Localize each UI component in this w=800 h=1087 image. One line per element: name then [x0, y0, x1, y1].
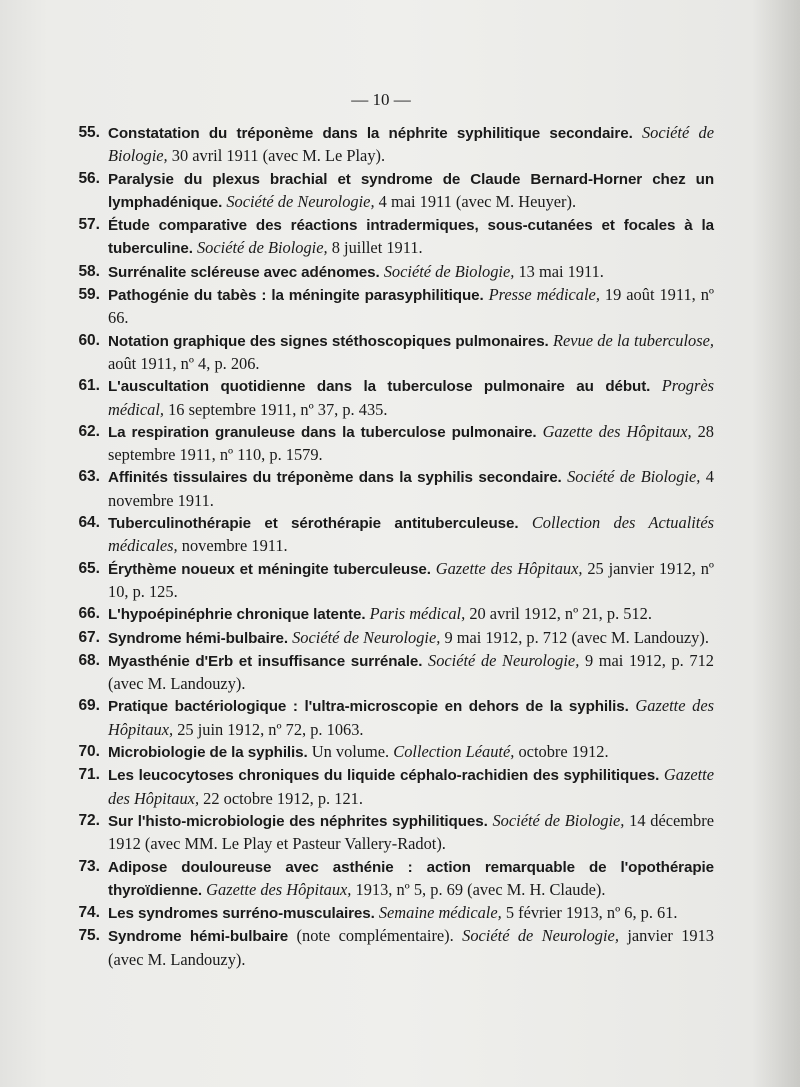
entry-details: août 1911, nº 4, p. 206. [108, 353, 260, 373]
entry-details: 28 septembre 1911, nº 110, p. 1579. [108, 421, 714, 465]
entry-number: 57. [78, 216, 100, 234]
list-item [66, 168, 714, 215]
entry-journal: Gazette des Hôpitaux, [435, 558, 583, 578]
entry-number: 68. [78, 651, 100, 669]
list-item [66, 902, 714, 925]
entry-journal: Société de Biologie, [383, 261, 515, 281]
entry-title: Constatation du tréponème dans la néphrite syphilitique secondaire. [108, 125, 633, 142]
entry-number: 71. [78, 766, 100, 784]
entry-journal: Société de Neurologie, [226, 191, 375, 211]
entry-title: Notation graphique des signes stéthoscopiques pulmonaires. [108, 332, 549, 350]
list-item [66, 764, 714, 810]
entry-details: 30 avril 1911 (avec M. Le Play). [171, 146, 386, 166]
list-item [66, 925, 714, 971]
entry-journal: Paris médical, [369, 604, 466, 624]
entry-title: Étude comparative des réactions intradermiques, sous-cutanées et focales à la tuberculine. [108, 217, 714, 258]
entry-details: 25 janvier 1912, nº 10, p. 125. [108, 558, 714, 601]
entry-number: 56. [78, 169, 100, 187]
entry-title: Syndrome hémi-bulbaire [108, 928, 289, 946]
entry-title: Tuberculinothérapie et sérothérapie antituberculeuse. [108, 515, 519, 533]
entry-number: 73. [78, 857, 100, 875]
entry-journal: Revue de la tuberculose, [552, 330, 714, 350]
list-item [66, 375, 714, 421]
entry-journal: Société de Biologie, [108, 123, 714, 166]
entry-journal: Gazette des Hôpitaux, [206, 879, 352, 899]
entry-number: 72. [78, 811, 100, 829]
entry-number: 70. [78, 743, 100, 761]
entry-details: 13 mai 1911. [518, 261, 604, 281]
entry-title: Surrénalite scléreuse avec adénomes. [108, 263, 380, 281]
entry-title: L'hypoépinéphrie chronique latente. [108, 606, 366, 624]
list-item [66, 856, 714, 903]
entry-journal: Presse médicale, [488, 285, 600, 305]
entry-journal: Progrès médical, [108, 376, 714, 419]
entry-details: 22 octobre 1912, p. 121. [203, 788, 363, 808]
list-item [66, 695, 714, 741]
list-item [66, 512, 714, 558]
entry-details: 1913, nº 5, p. 69 (avec M. H. Claude). [355, 879, 606, 899]
entry-journal: Gazette des Hôpitaux, [108, 696, 714, 739]
entry-number: 60. [78, 331, 100, 349]
entry-title: Pratique bactériologique : l'ultra-microscopie en dehors de la syphilis. [108, 698, 629, 716]
entry-title: La respiration granuleuse dans la tuberculose pulmonaire. [108, 423, 537, 441]
entry-details: 20 avril 1912, nº 21, p. 512. [469, 604, 652, 624]
entry-number: 75. [78, 927, 100, 945]
entry-title: Érythème noueux et méningite tuberculeuse. [108, 560, 431, 578]
entry-title: Affinités tissulaires du tréponème dans la syphilis secondaire. [108, 469, 562, 487]
page-number: — 10 — [351, 90, 411, 109]
entry-title: Myasthénie d'Erb et insuffisance surrénale. [108, 652, 423, 670]
entry-number: 74. [78, 904, 100, 922]
entry-details: 9 mai 1912, p. 712 (avec M. Landouzy). [444, 627, 709, 647]
list-item [66, 214, 714, 261]
entry-details: 14 décembre 1912 (avec MM. Le Play et Pasteur Vallery-Radot). [108, 810, 714, 854]
entry-number: 63. [78, 468, 100, 486]
entry-title: Pathogénie du tabès : la méningite parasyphilitique. [108, 287, 484, 305]
entry-details: 4 mai 1911 (avec M. Heuyer). [378, 191, 577, 211]
list-item [66, 122, 714, 168]
list-item [66, 650, 714, 696]
entry-number: 61. [78, 377, 100, 395]
list-item [66, 810, 714, 856]
entry-number: 55. [78, 124, 100, 141]
entry-title: Sur l'histo-microbiologie des néphrites syphilitiques. [108, 812, 488, 830]
list-item [66, 466, 714, 512]
entry-journal: Gazette des Hôpitaux, [542, 421, 692, 441]
list-item [66, 330, 714, 376]
entry-journal: Semaine médicale, [378, 903, 502, 923]
entry-details: 9 mai 1912, p. 712 (avec M. Landouzy). [108, 650, 714, 694]
list-item [66, 627, 714, 650]
entry-details: 5 février 1913, nº 6, p. 61. [505, 903, 678, 923]
entry-title: Les leucocytoses chroniques du liquide céphalo-rachidien des syphilitiques. [108, 767, 660, 785]
entry-number: 65. [78, 559, 100, 577]
entry-details: octobre 1912. [518, 742, 609, 762]
entry-number: 66. [78, 605, 100, 623]
list-item [66, 421, 714, 467]
entry-title: Syndrome hémi-bulbaire. [108, 629, 288, 647]
entry-journal: Société de Biologie, [567, 467, 701, 487]
entry-details: 4 novembre 1911. [108, 467, 714, 510]
entry-note: (note complémentaire). [296, 926, 454, 946]
list-item [66, 603, 714, 626]
entry-title: Paralysie du plexus brachial et syndrome de Claude Bernard-Horner chez un lymphadénique. [108, 170, 714, 211]
list-item [66, 741, 714, 764]
entry-details: 16 septembre 1911, nº 37, p. 435. [168, 399, 388, 419]
entry-details: 19 août 1911, nº 66. [108, 285, 714, 328]
list-item [66, 558, 714, 604]
list-item [66, 284, 714, 330]
entry-journal: Société de Biologie, [492, 810, 625, 830]
entry-number: 67. [78, 628, 100, 646]
entry-note: Un volume. [311, 742, 390, 762]
entry-number: 58. [78, 262, 100, 280]
entry-number: 69. [78, 697, 100, 715]
entry-journal: Société de Neurologie, [292, 627, 441, 647]
entry-details: 25 juin 1912, nº 72, p. 1063. [177, 719, 364, 739]
list-item [66, 261, 714, 284]
entry-journal: Société de Neurologie, [428, 650, 580, 670]
entry-details: 8 juillet 1911. [331, 238, 423, 258]
entry-title: Microbiologie de la syphilis. [108, 744, 308, 762]
entry-details: novembre 1911. [181, 536, 288, 556]
entry-details: janvier 1913 (avec M. Landouzy). [108, 926, 714, 969]
entry-title: L'auscultation quotidienne dans la tuberculose pulmonaire au début. [108, 378, 651, 396]
entry-title: Les syndromes surréno-musculaires. [108, 905, 375, 923]
entry-number: 59. [78, 286, 100, 304]
entry-journal: Gazette des Hôpitaux, [108, 765, 714, 808]
entry-journal: Collection Léauté, [393, 742, 515, 762]
entry-title: Adipose douloureuse avec asthénie : action remarquable de l'opothérapie thyroïdienne. [108, 858, 714, 899]
entry-journal: Société de Neurologie, [462, 926, 619, 946]
entry-number: 64. [78, 514, 100, 532]
entry-journal: Collection des Actualités médicales, [108, 513, 715, 556]
entry-journal: Société de Biologie, [196, 238, 328, 258]
bibliography-list [66, 122, 714, 971]
entry-number: 62. [78, 422, 100, 440]
